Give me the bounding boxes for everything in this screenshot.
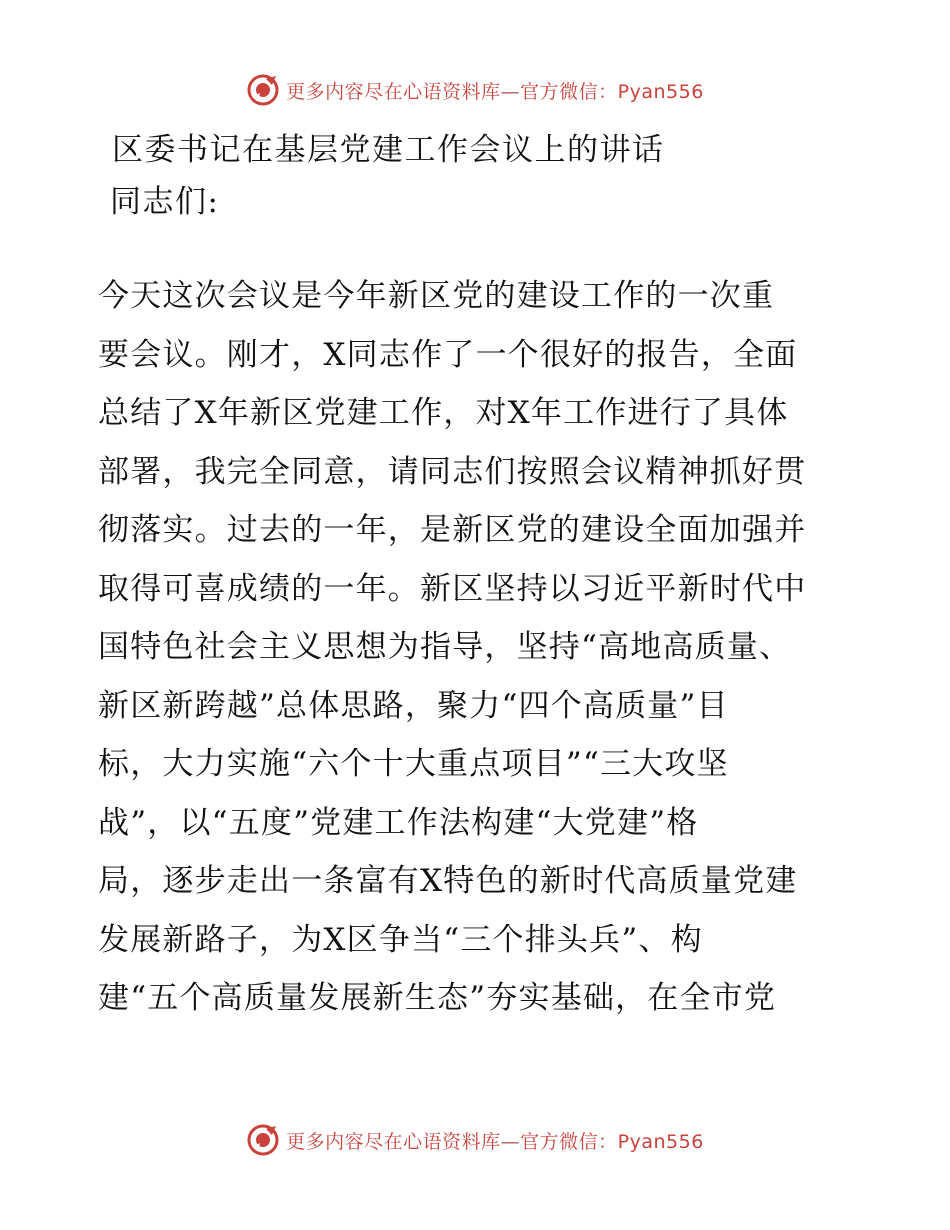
watermark-logo-icon <box>246 73 280 107</box>
body-line: 部署，我完全同意，请同志们按照会议精神抓好贯 <box>98 453 807 490</box>
body-line: 今天这次会议是今年新区党的建设工作的一次重 <box>98 278 775 314</box>
watermark-text: 更多内容尽在心语资料库 <box>286 1130 501 1153</box>
watermark-text: 更多内容尽在心语资料库 <box>286 80 501 103</box>
body-line: 取得可喜成绩的一年。新区坚持以习近平新时代中 <box>98 570 807 607</box>
document-title: 区委书记在基层党建工作会议上的讲话 <box>112 132 665 168</box>
watermark-logo-icon <box>246 1123 280 1157</box>
body-line: 标，大力实施“六个十大重点项目”“三大攻坚 <box>98 746 729 782</box>
watermark-suffix: 官方微信：Pyan556 <box>520 80 704 103</box>
watermark-separator: — <box>500 80 521 103</box>
watermark-suffix: 官方微信：Pyan556 <box>520 1130 704 1153</box>
body-line: 发展新路子，为X区争当“三个排头兵”、构 <box>98 921 703 958</box>
body-line: 新区新跨越”总体思路，聚力“四个高质量”目 <box>98 687 729 724</box>
document-body <box>98 267 858 1028</box>
body-line: 总结了X年新区党建工作，对X年工作进行了具体 <box>98 395 789 431</box>
watermark-separator: — <box>500 1130 521 1153</box>
body-line: 彻落实。过去的一年，是新区党的建设全面加强并 <box>98 512 807 548</box>
body-line: 战”，以“五度”党建工作法构建“大党建”格 <box>98 804 699 841</box>
header-watermark <box>0 70 950 110</box>
footer-watermark <box>0 1120 950 1160</box>
body-line: 局，逐步走出一条富有X特色的新时代高质量党建 <box>98 863 798 899</box>
body-line: 建“五个高质量发展新生态”夯实基础，在全市党 <box>98 980 777 1016</box>
salutation: 同志们: <box>110 184 220 220</box>
body-line: 要会议。刚才，X同志作了一个很好的报告，全面 <box>98 336 798 373</box>
body-line: 国特色社会主义思想为指导，坚持“高地高质量、 <box>98 629 792 665</box>
